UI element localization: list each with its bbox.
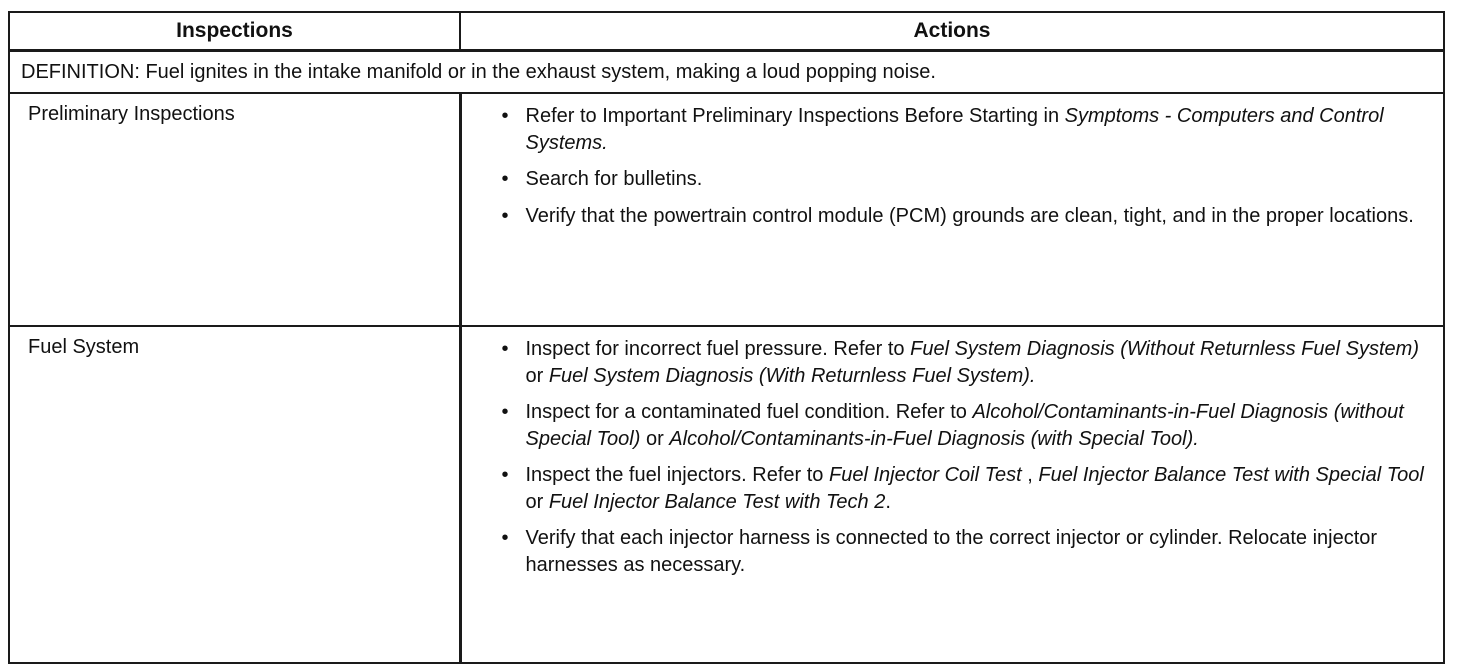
action-text: or xyxy=(525,364,549,387)
reference-title: Fuel Injector Balance Test with Special Tool xyxy=(1038,464,1424,486)
action-item xyxy=(502,336,1434,389)
action-item xyxy=(502,525,1434,578)
reference-title: Symptoms - Computers and Control Systems. xyxy=(525,105,1384,154)
action-item xyxy=(502,462,1434,515)
action-text: Inspect for a contaminated fuel condition. Refer to xyxy=(525,401,973,423)
bullet-icon: • xyxy=(501,527,509,549)
definition-text: DEFINITION: Fuel ignites in the intake manifold or in the exhaust system, making a loud popping noise. xyxy=(9,51,1444,94)
reference-title: Fuel System Diagnosis (Without Returnless Fuel System) xyxy=(910,338,1419,360)
action-text: Verify that the powertrain control module (PCM) grounds are clean, tight, and in the proper locations. xyxy=(525,204,1414,227)
action-text: or xyxy=(525,490,549,513)
reference-title: Alcohol/Contaminants-in-Fuel Diagnosis (without Special Tool) xyxy=(525,401,1404,450)
action-text: Verify that each injector harness is connected to the correct injector or cylinder. Relocate injector harnesses as necessary. xyxy=(525,527,1378,576)
bullet-icon: • xyxy=(501,338,509,360)
reference-title: Fuel Injector Coil Test xyxy=(829,464,1022,486)
action-item xyxy=(502,203,1434,230)
bullet-icon: • xyxy=(501,464,509,486)
header-inspections: Inspections xyxy=(9,12,460,51)
row-label: Preliminary Inspections xyxy=(9,93,460,326)
reference-title: Alcohol/Contaminants-in-Fuel Diagnosis (with Special Tool). xyxy=(669,427,1199,450)
row-label: Fuel System xyxy=(9,326,460,663)
bullet-icon: • xyxy=(501,168,509,190)
action-item xyxy=(502,166,1434,193)
row-actions xyxy=(460,93,1444,326)
action-item xyxy=(502,103,1434,156)
reference-title: Fuel System Diagnosis (With Returnless Fuel System). xyxy=(548,364,1036,387)
bullet-icon: • xyxy=(501,105,509,127)
action-text: Inspect for incorrect fuel pressure. Refer to xyxy=(525,338,911,360)
bullet-icon: • xyxy=(501,401,509,423)
table-row xyxy=(9,93,1444,326)
action-text: Refer to Important Preliminary Inspections Before Starting in xyxy=(525,105,1065,127)
action-item xyxy=(502,399,1434,452)
action-text: , xyxy=(1021,464,1039,486)
reference-title: Fuel Injector Balance Test with Tech 2 xyxy=(548,490,886,513)
definition-row xyxy=(9,51,1444,94)
header-actions: Actions xyxy=(460,12,1444,51)
action-text: . xyxy=(885,490,891,513)
action-text: or xyxy=(640,427,670,450)
action-text: Inspect the fuel injectors. Refer to xyxy=(525,464,829,486)
row-actions xyxy=(460,326,1444,663)
bullet-icon: • xyxy=(501,204,509,227)
table-row xyxy=(9,326,1444,663)
action-text: Search for bulletins. xyxy=(525,168,703,190)
action-list xyxy=(502,103,1434,229)
action-list xyxy=(502,336,1434,578)
diagnostic-table xyxy=(8,11,1445,664)
header-row xyxy=(9,12,1444,51)
